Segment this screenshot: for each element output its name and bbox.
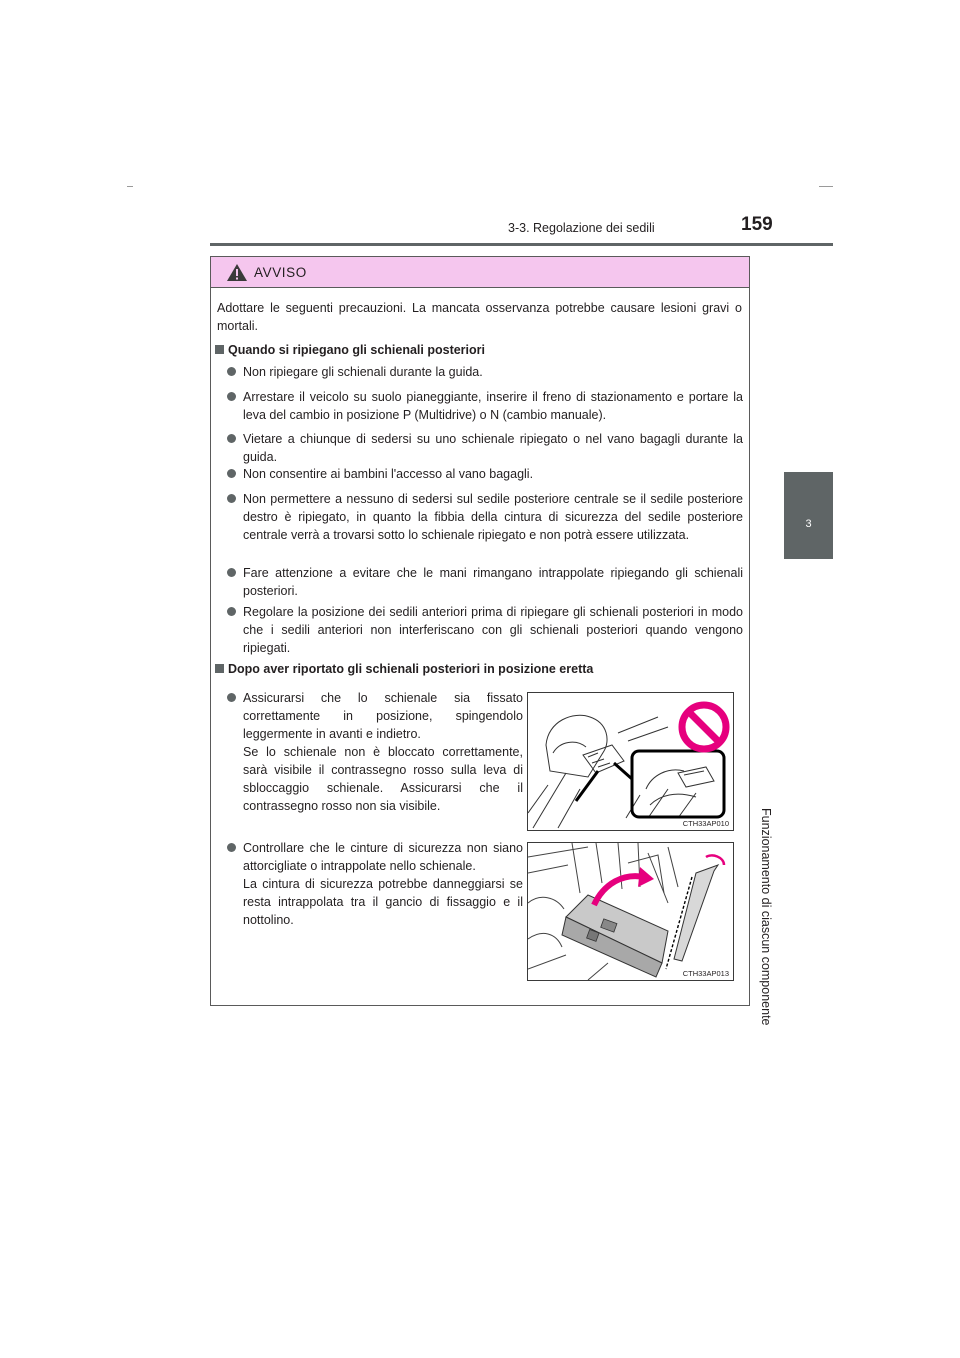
page-number: 159 <box>741 214 773 235</box>
list-item-text: Vietare a chiunque di sedersi su uno schienale ripiegato o nel vano bagagli durante la guida. <box>243 432 743 464</box>
list-item-text: Non permettere a nessuno di sedersi sul sedile posteriore centrale se il sedile posteriore destro è ripiegato, in quanto la fibbia della cintura di sicurezza del sedile posteriore centrale verrà a trovarsi sotto lo schienale ripiegato e non potrà essere utilizzata. <box>243 492 743 542</box>
list-item <box>227 430 743 466</box>
warning-header <box>211 257 749 288</box>
chapter-tab <box>784 472 833 559</box>
folded-seatback <box>562 895 668 977</box>
bullet-icon <box>227 367 236 376</box>
list-item-text: Assicurarsi che lo schienale sia fissato correttamente in posizione, spingendolo leggermente in avanti e indietro. Se lo schienale non è bloccato correttamente, sarà visibile il contrassegno rosso sulla leva di sbloccaggio schienale. Assicurarsi che il contrassegno rosso non sia visibile. <box>243 691 523 813</box>
bullet-icon <box>227 607 236 616</box>
figure-seatbelt <box>527 842 734 981</box>
seat-lock-illustration <box>528 693 733 830</box>
section-heading-text: Quando si ripiegano gli schienali posteriori <box>228 343 485 357</box>
list-item-text: Regolare la posizione dei sedili anteriori prima di ripiegare gli schienali posteriori in modo che i sedili anteriori non interferiscano con gli schienali posteriori quando vengono ripiegati. <box>243 605 743 655</box>
list-item-text: Controllare che le cinture di sicurezza non siano attorcigliate o intrappolate nello schienale. La cintura di sicurezza potrebbe danneggiarsi se resta intrappolata tra il gancio di fissaggio e il nottolino. <box>243 841 523 927</box>
seatbelt-illustration <box>528 843 733 980</box>
list-item-text: Arrestare il veicolo su suolo pianeggiante, inserire il freno di stazionamento e portare la leva del cambio in posizione P (Multidrive) o N (cambio manuale). <box>243 390 743 422</box>
warning-box <box>210 256 750 1006</box>
list-item-text: Fare attenzione a evitare che le mani rimangano intrappolate ripiegando gli schienali posteriori. <box>243 566 743 598</box>
section-heading-upright <box>215 662 593 676</box>
header-rule <box>210 243 833 246</box>
list-item <box>227 465 743 483</box>
warning-intro: Adottare le seguenti precauzioni. La mancata osservanza potrebbe causare lesioni gravi o mortali. <box>217 301 742 333</box>
figure-code: CTH33AP013 <box>682 969 729 978</box>
bullet-icon <box>227 469 236 478</box>
prohibited-icon <box>682 705 726 749</box>
list-item <box>227 839 523 929</box>
square-bullet-icon <box>215 345 224 354</box>
figure-seat-lock <box>527 692 734 831</box>
crop-mark-left <box>127 186 133 187</box>
bullet-icon <box>227 434 236 443</box>
chapter-title: Funzionamento di ciascun componente <box>759 808 773 1026</box>
list-item-text: Non ripiegare gli schienali durante la guida. <box>243 365 483 379</box>
warning-title: AVVISO <box>254 265 307 280</box>
section-heading-text: Dopo aver riportato gli schienali posteriori in posizione eretta <box>228 662 594 676</box>
list-item <box>227 564 743 600</box>
warning-triangle-icon <box>226 263 248 282</box>
list-item <box>227 603 743 657</box>
section-header: 3-3. Regolazione dei sedili <box>508 221 655 235</box>
bullet-icon <box>227 843 236 852</box>
bullet-icon <box>227 568 236 577</box>
list-item <box>227 363 743 381</box>
list-item-text: Non consentire ai bambini l'accesso al vano bagagli. <box>243 467 534 481</box>
crop-mark-right <box>819 186 833 187</box>
bullet-icon <box>227 392 236 401</box>
square-bullet-icon <box>215 664 224 673</box>
bullet-icon <box>227 494 236 503</box>
section-heading-folding <box>215 343 485 357</box>
list-item <box>227 388 743 424</box>
list-item <box>227 689 523 815</box>
chapter-number: 3 <box>805 518 812 530</box>
figure-code: CTH33AP010 <box>682 819 729 828</box>
list-item <box>227 490 743 544</box>
fold-arrow-icon <box>594 867 654 905</box>
bullet-icon <box>227 693 236 702</box>
